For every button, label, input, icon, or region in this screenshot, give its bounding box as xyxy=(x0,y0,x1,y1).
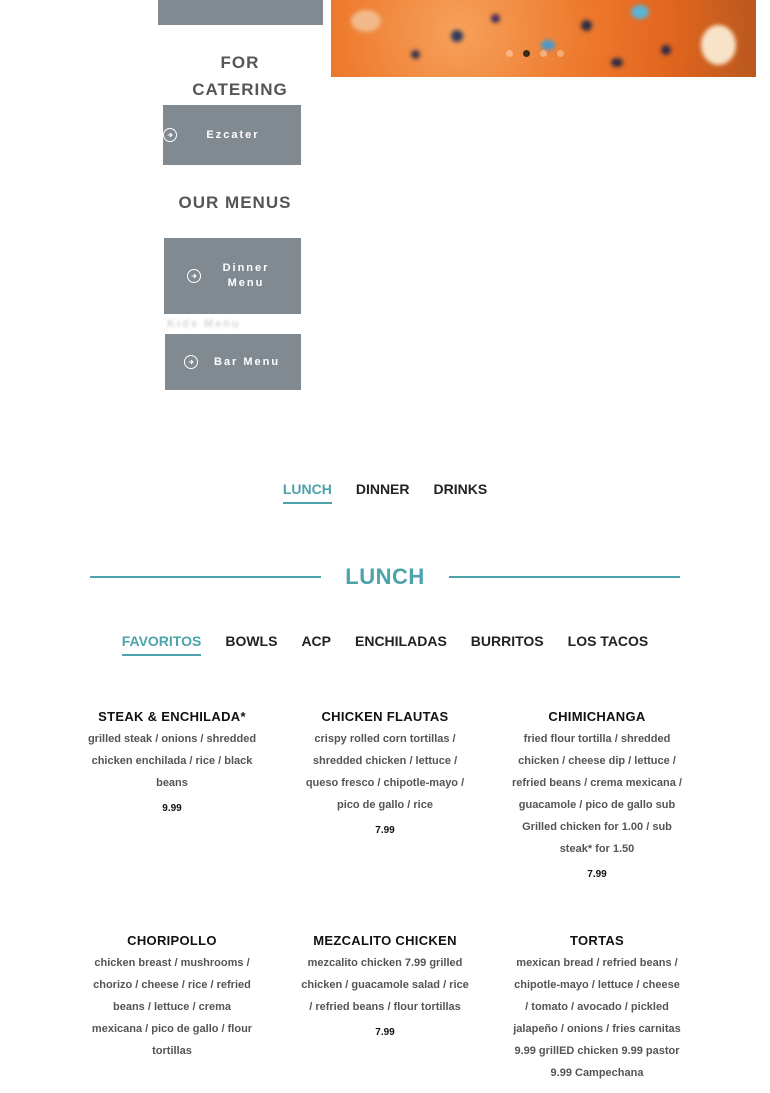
carousel-dot[interactable] xyxy=(506,50,513,57)
carousel-dot[interactable] xyxy=(540,50,547,57)
menu-item xyxy=(512,709,682,880)
top-left-banner xyxy=(158,0,323,25)
hero-food-image xyxy=(331,0,756,77)
menu-item-description: mexican bread / refried beans / chipotle-mayo / lettuce / cheese / tomato / avocado / pickled jalapeño / onions / fries carnitas 9.99 grillED chicken 9.99 pastor 9.99 Campechana xyxy=(513,957,681,1079)
menu-item-title: TORTAS xyxy=(569,933,625,948)
bar-menu-button[interactable] xyxy=(165,334,301,390)
arrow-circle-icon xyxy=(187,269,201,283)
our-menus-heading: OUR MENUS xyxy=(178,193,292,212)
lunch-heading-text: LUNCH xyxy=(345,564,425,589)
menu-item xyxy=(87,933,257,1071)
catering-heading-line2: CATERING xyxy=(192,80,288,99)
menu-item-title: CHIMICHANGA xyxy=(548,709,646,724)
tab-enchiladas[interactable]: ENCHILADAS xyxy=(355,633,447,649)
ezcater-button[interactable] xyxy=(163,105,301,165)
hero-carousel-dots xyxy=(506,50,564,57)
heading-divider-right xyxy=(449,576,680,578)
tab-burritos[interactable]: BURRITOS xyxy=(470,633,544,649)
menu-item xyxy=(300,709,470,836)
menu-item-title: CHICKEN FLAUTAS xyxy=(321,709,449,724)
menu-item-title: MEZCALITO CHICKEN xyxy=(313,933,457,948)
tab-dinner[interactable]: DINNER xyxy=(355,481,410,497)
menu-item xyxy=(87,709,257,814)
heading-divider-left xyxy=(90,576,321,578)
tab-drinks[interactable]: DRINKS xyxy=(433,481,488,497)
menu-item-description: grilled steak / onions / shredded chicken enchilada / rice / black beans xyxy=(87,733,257,789)
menu-item-title: CHORIPOLLO xyxy=(127,933,217,948)
faded-menu-link[interactable]: Kids Menu xyxy=(167,318,241,330)
lunch-category-tabs xyxy=(0,633,770,656)
ezcater-button-label: Ezcater xyxy=(206,129,260,141)
dinner-menu-button-label: Dinner Menu xyxy=(222,262,270,289)
tab-favoritos[interactable]: FAVORITOS xyxy=(122,633,202,656)
menu-item xyxy=(300,933,470,1038)
menu-item-price: 9.99 xyxy=(162,803,182,814)
arrow-circle-icon xyxy=(163,128,177,142)
menu-item-description: chicken breast / mushrooms / chorizo / cheese / rice / refried beans / lettuce / crema mexicana / pico de gallo / flour tortillas xyxy=(91,957,253,1057)
menu-item xyxy=(512,933,682,1093)
tab-los-tacos[interactable]: LOS TACOS xyxy=(567,633,649,649)
meal-tabs xyxy=(0,481,770,504)
menu-item-price: 7.99 xyxy=(375,1027,395,1038)
carousel-dot[interactable] xyxy=(557,50,564,57)
bar-menu-button-label: Bar Menu xyxy=(214,356,281,368)
arrow-circle-icon xyxy=(184,355,198,369)
dinner-menu-button[interactable] xyxy=(164,238,301,314)
menu-item-price: 7.99 xyxy=(587,869,607,880)
carousel-dot-active[interactable] xyxy=(523,50,530,57)
tab-lunch[interactable]: LUNCH xyxy=(283,481,332,504)
catering-heading-line1: FOR xyxy=(220,53,260,72)
menu-item-title: STEAK & ENCHILADA* xyxy=(98,709,246,724)
menu-item-price: 7.99 xyxy=(375,825,395,836)
menu-item-description: fried flour tortilla / shredded chicken / cheese dip / lettuce / refried beans / crema mexicana / guacamole / pico de gallo sub Grilled chicken for 1.00 / sub steak* for 1.50 xyxy=(512,733,682,855)
catering-heading xyxy=(160,49,320,103)
menu-item-description: crispy rolled corn tortillas / shredded chicken / lettuce / queso fresco / chipotle-mayo / pico de gallo / rice xyxy=(305,733,465,811)
tab-bowls[interactable]: BOWLS xyxy=(225,633,278,649)
menu-item-description: mezcalito chicken 7.99 grilled chicken / guacamole salad / rice / refried beans / flour tortillas xyxy=(301,957,469,1013)
tab-acp[interactable]: ACP xyxy=(301,633,331,649)
lunch-section-heading xyxy=(90,560,680,594)
